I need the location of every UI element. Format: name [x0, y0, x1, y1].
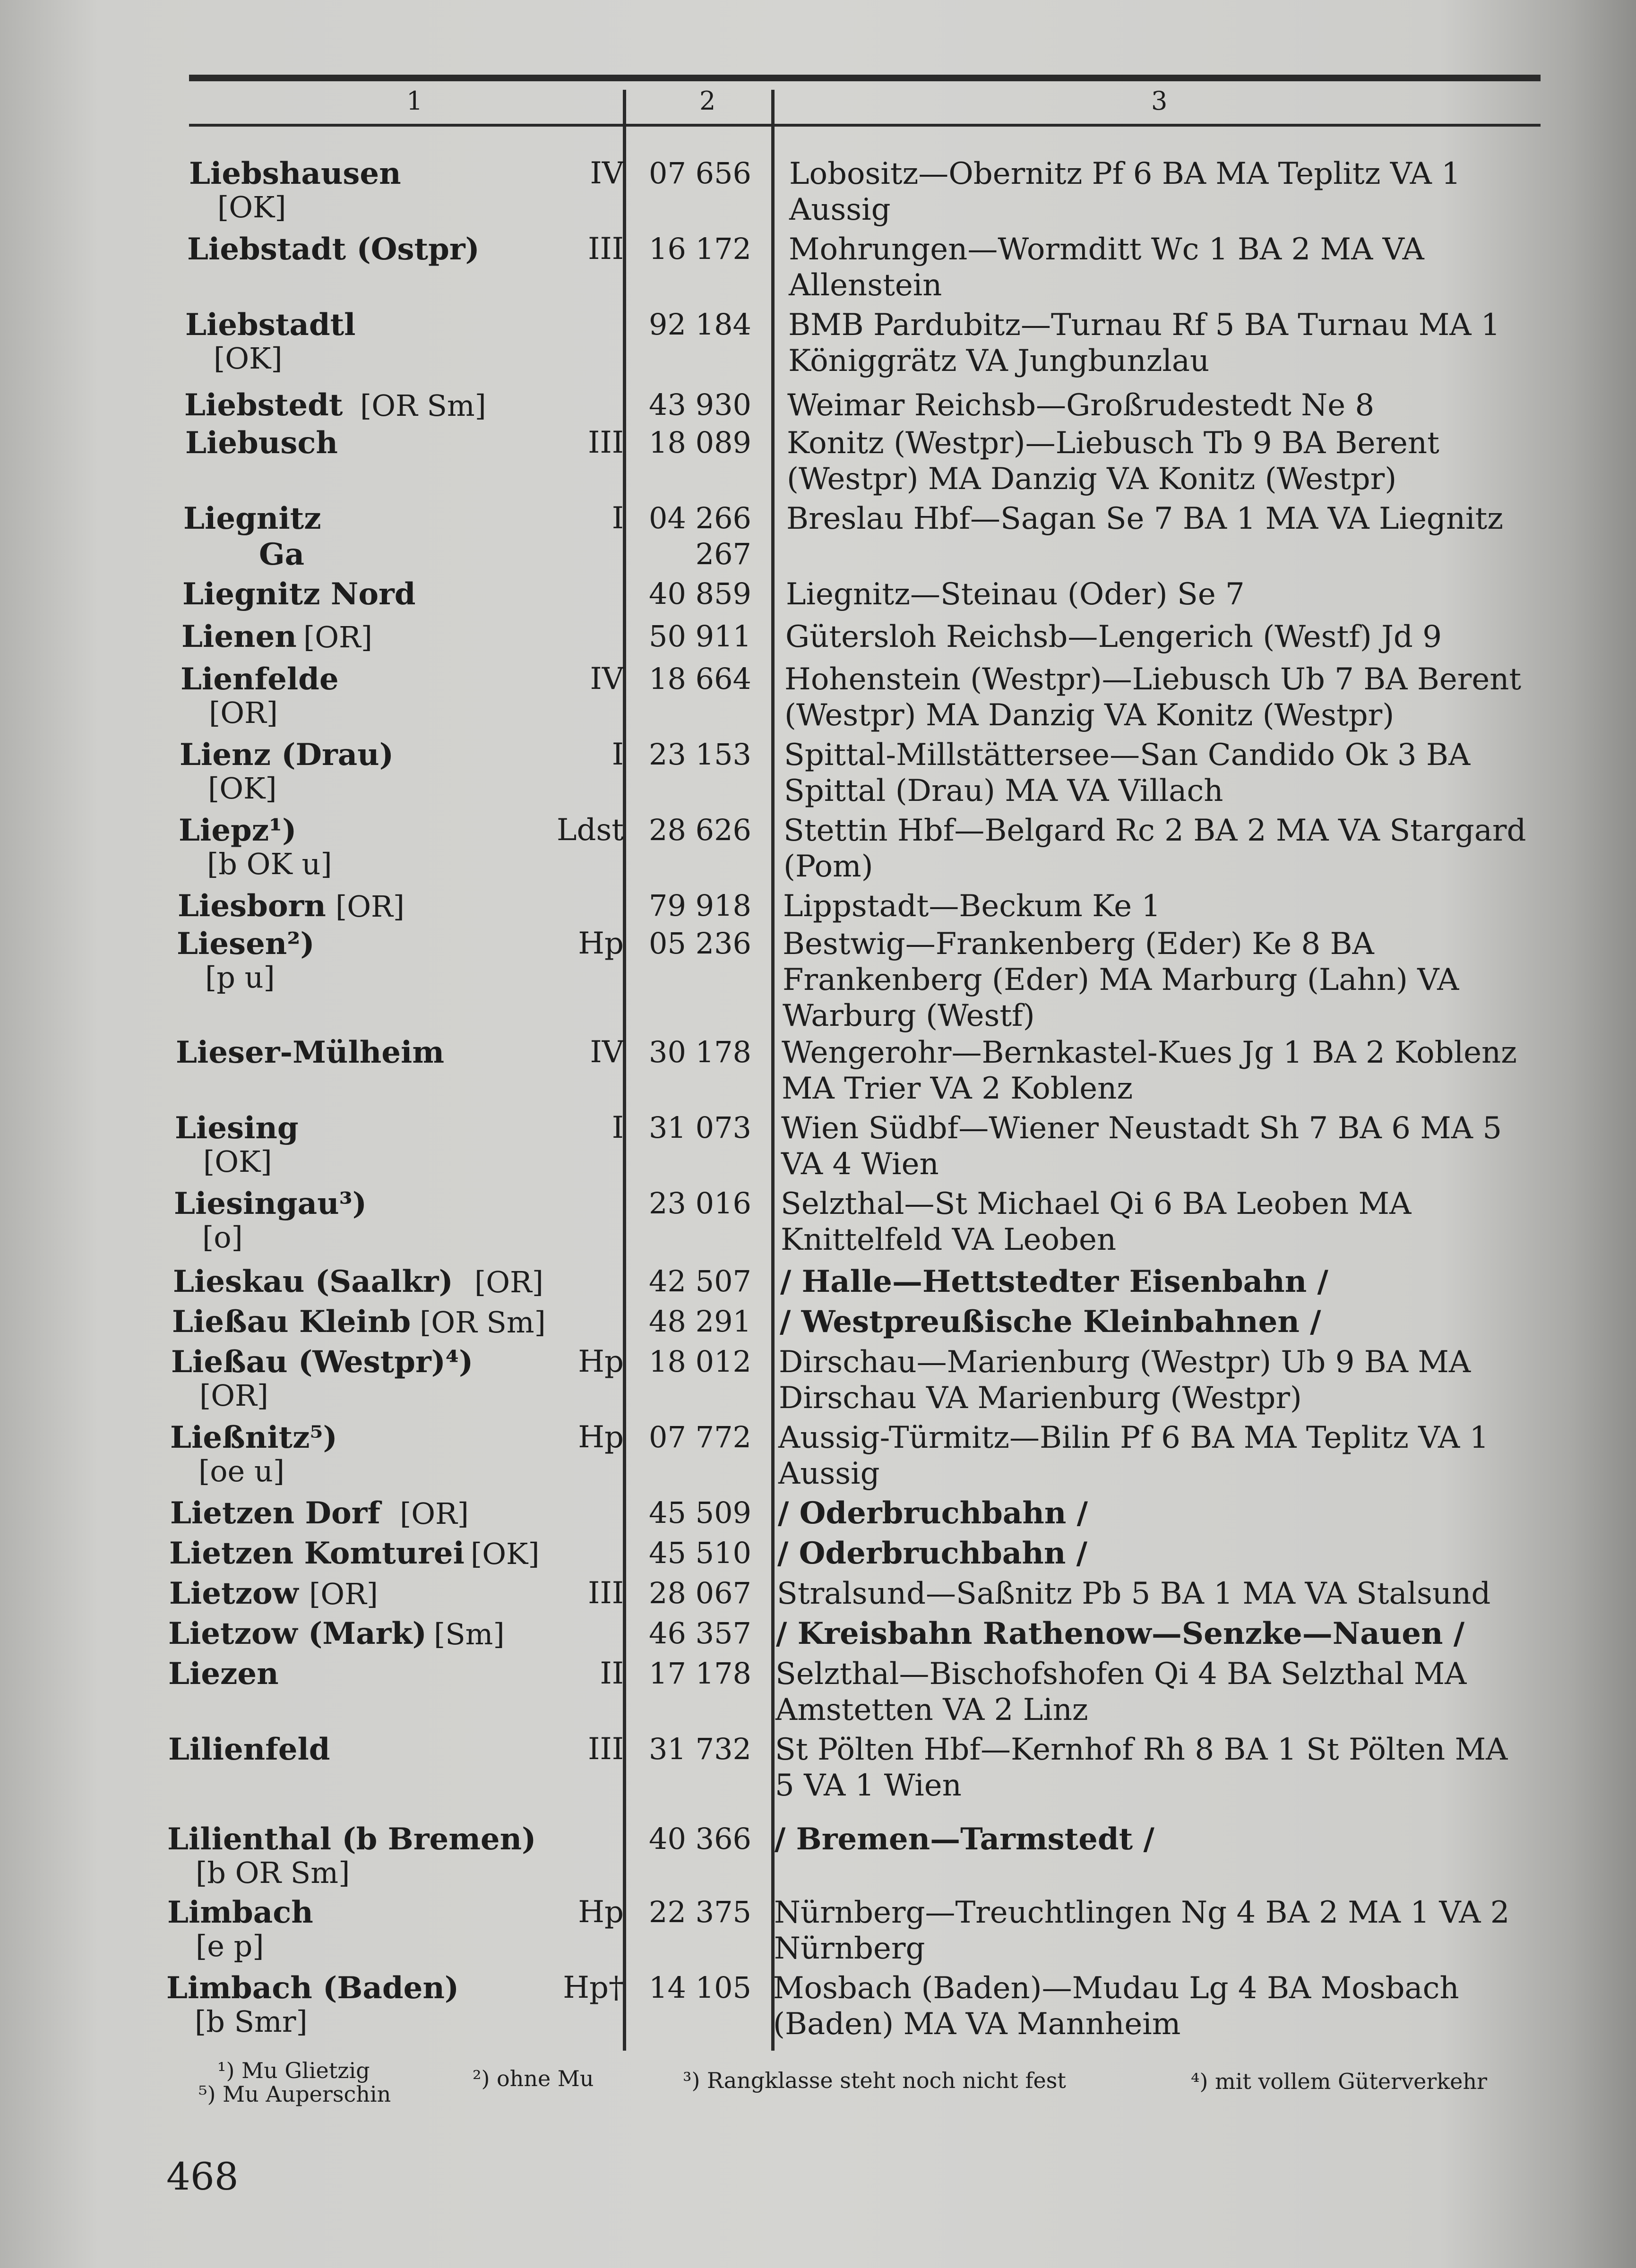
route-description: / Oderbruchbahn /	[777, 1536, 1088, 1571]
route-description: Weimar Reichsb—Großrudestedt Ne 8	[787, 388, 1375, 423]
station-name: Liebshausen	[189, 156, 401, 191]
route-description: Hohenstein (Westpr)—Liebusch Ub 7 BA Berent (Westpr) MA Danzig VA Konitz (Westpr)	[784, 662, 1522, 733]
route-description: St Pölten Hbf—Kernhof Rh 8 BA 1 St Pölten MA 5 VA 1 Wien	[775, 1732, 1508, 1803]
station-number: 30 178	[649, 1035, 751, 1069]
station-number: 45 510	[649, 1536, 751, 1570]
station-note: [b OK u]	[207, 847, 332, 881]
route-description: BMB Pardubitz—Turnau Rf 5 BA Turnau MA 1 Königgrätz VA Jungbunzlau	[788, 308, 1500, 378]
station-name: Ließnitz⁵)	[170, 1420, 337, 1455]
footnote-1: ¹) Mu Glietzig	[217, 2058, 370, 2083]
station-number: 43 930	[649, 387, 751, 422]
station-number: 22 375	[649, 1895, 751, 1929]
route-description: Wengerohr—Bernkastel-Kues Jg 1 BA 2 Koblenz MA Trier VA 2 Koblenz	[782, 1035, 1517, 1106]
station-note: [p u]	[205, 960, 275, 995]
station-number: 79 918	[649, 888, 751, 923]
station-name: Liesing	[175, 1110, 299, 1146]
route-description: Selzthal—Bischofshofen Qi 4 BA Selzthal MA Amstetten VA 2 Linz	[775, 1657, 1467, 1727]
station-name: Lietzen Dorf	[170, 1495, 380, 1531]
station-name: Lienfelde	[181, 662, 339, 697]
station-note: [OR Sm]	[420, 1305, 546, 1340]
rank-class: III	[588, 1732, 624, 1767]
rank-class: Ldst	[556, 813, 624, 848]
station-name: Liezen	[168, 1656, 279, 1692]
station-note: [oe u]	[198, 1454, 285, 1488]
station-note: [OK]	[214, 341, 283, 376]
column-divider-2	[771, 90, 775, 2051]
station-name: Ließau (Westpr)⁴)	[171, 1344, 474, 1380]
station-note: [OR]	[336, 889, 405, 924]
rank-class: I	[611, 737, 624, 772]
station-number: 45 509	[649, 1495, 751, 1530]
station-number: 04 266	[649, 501, 751, 535]
header-rule	[189, 124, 1541, 127]
station-note: [OK]	[208, 771, 277, 806]
rank-class: Hp	[578, 926, 624, 961]
station-number: 48 291	[649, 1304, 751, 1339]
route-description: / Oderbruchbahn /	[778, 1495, 1088, 1531]
rank-class: IV	[590, 156, 624, 191]
station-name: Liesborn	[178, 888, 326, 924]
rank-class: I	[611, 1110, 624, 1145]
page-number: 468	[166, 2155, 239, 2199]
station-number: 40 859	[649, 576, 751, 611]
station-note: [OR Sm]	[360, 388, 486, 423]
station-note: [e p]	[196, 1929, 264, 1963]
station-number: 28 067	[649, 1576, 751, 1610]
rank-class: Hp†	[563, 1970, 624, 2005]
station-number: 07 772	[649, 1420, 751, 1454]
station-name: Liebstadt (Ostpr)	[187, 232, 480, 267]
footnote-2: ²) ohne Mu	[473, 2066, 594, 2091]
rank-class: Hp	[578, 1344, 624, 1379]
footnote-3: ³) Rangklasse steht noch nicht fest	[683, 2068, 1066, 2093]
station-note: [b OR Sm]	[196, 1856, 350, 1890]
station-note: [OK]	[471, 1537, 540, 1571]
station-name: Liebstedt	[184, 387, 343, 423]
station-number: 18 089	[649, 425, 751, 460]
route-description: Mohrungen—Wormditt Wc 1 BA 2 MA VA Allenstein	[789, 232, 1424, 303]
station-name: Liesingau³)	[174, 1186, 367, 1221]
route-description: Spittal-Millstättersee—San Candido Ok 3 BA Spittal (Drau) MA VA Villach	[784, 738, 1471, 808]
station-number: 18 012	[649, 1344, 751, 1379]
rank-class: III	[588, 1576, 624, 1611]
station-name: Lienz (Drau)	[180, 737, 394, 773]
station-name: Lienen	[181, 619, 297, 654]
station-note: [OR]	[199, 1378, 268, 1413]
route-description: Lippstadt—Beckum Ke 1	[783, 889, 1161, 924]
rank-class: II	[600, 1656, 624, 1691]
station-number: 07 656	[649, 156, 751, 190]
route-description: Selzthal—St Michael Qi 6 BA Leoben MA Knittelfeld VA Leoben	[781, 1186, 1412, 1257]
rank-class: III	[588, 232, 624, 266]
station-number: 18 664	[649, 662, 751, 696]
route-description: / Westpreußische Kleinbahnen /	[780, 1304, 1321, 1340]
station-note: [OK]	[217, 190, 286, 224]
column-header-2: 2	[699, 86, 716, 116]
route-description: Wien Südbf—Wiener Neustadt Sh 7 BA 6 MA 5 VA 4 Wien	[781, 1111, 1502, 1182]
station-number: 05 236	[649, 926, 751, 961]
station-note: [OR]	[209, 696, 278, 730]
rank-class: IV	[590, 662, 624, 696]
station-number: 31 732	[649, 1732, 751, 1766]
station-number: 23 016	[649, 1186, 751, 1220]
station-number: 16 172	[649, 232, 751, 266]
route-description: Aussig-Türmitz—Bilin Pf 6 BA MA Teplitz VA 1 Aussig	[778, 1420, 1489, 1491]
route-description: Bestwig—Frankenberg (Eder) Ke 8 BA Frankenberg (Eder) MA Marburg (Lahn) VA Warburg (Westf)	[783, 927, 1459, 1033]
station-name: Lilienfeld	[168, 1732, 330, 1767]
route-description: / Halle—Hettstedter Eisenbahn /	[780, 1264, 1328, 1299]
station-name: Liegnitz Nord	[182, 576, 416, 612]
route-description: / Bremen—Tarmstedt /	[775, 1821, 1154, 1857]
station-number: 42 507	[649, 1264, 751, 1298]
station-name: Liegnitz	[183, 501, 321, 536]
station-number: 31 073	[649, 1110, 751, 1145]
station-number: 46 357	[649, 1616, 751, 1650]
station-name: Liebstadtl	[185, 307, 356, 343]
station-name: Lieser-Mülheim	[176, 1035, 445, 1070]
route-description: Nürnberg—Treuchtlingen Ng 4 BA 2 MA 1 VA 2 Nürnberg	[774, 1895, 1510, 1966]
station-name: Limbach (Baden)	[166, 1970, 459, 2006]
station-note: [OR]	[474, 1265, 543, 1299]
station-name: Lieskau (Saalkr)	[173, 1264, 453, 1299]
station-number: 50 911	[649, 619, 751, 653]
rank-class: IV	[590, 1035, 624, 1070]
station-name: Lietzow (Mark)	[168, 1616, 427, 1651]
route-description: Lobositz—Obernitz Pf 6 BA MA Teplitz VA 1 Aussig	[789, 156, 1461, 227]
station-note: [b Smr]	[195, 2004, 308, 2039]
footnote-5: ⁵) Mu Auperschin	[198, 2081, 391, 2107]
route-description: Dirschau—Marienburg (Westpr) Ub 9 BA MA Dirschau VA Marienburg (Westpr)	[779, 1345, 1471, 1416]
station-number: 28 626	[649, 813, 751, 847]
footnote-4: ⁴) mit vollem Güterverkehr	[1191, 2069, 1487, 2094]
station-note: [o]	[202, 1220, 243, 1254]
station-name: Lietzen Komturei	[169, 1536, 465, 1571]
rank-class: III	[588, 425, 624, 460]
top-rule	[189, 75, 1541, 81]
station-number: 14 105	[649, 1970, 751, 2005]
rank-class: Hp	[578, 1895, 624, 1930]
station-number: 92 184	[649, 307, 751, 342]
route-description: Stettin Hbf—Belgard Rc 2 BA 2 MA VA Stargard (Pom)	[784, 813, 1526, 884]
route-description: Breslau Hbf—Sagan Se 7 BA 1 MA VA Liegnitz	[786, 501, 1503, 536]
station-name: Limbach	[167, 1895, 313, 1930]
station-number-2: 267	[695, 537, 751, 571]
station-note: [Sm]	[434, 1617, 505, 1651]
route-description: Mosbach (Baden)—Mudau Lg 4 BA Mosbach (Baden) MA VA Mannheim	[773, 1971, 1459, 2042]
station-name: Ließau Kleinb	[172, 1304, 411, 1340]
station-note: [OR]	[400, 1496, 469, 1531]
station-sub: Ga	[259, 537, 305, 572]
station-name: Lietzow	[169, 1576, 299, 1611]
route-description: Liegnitz—Steinau (Oder) Se 7	[786, 577, 1245, 612]
route-description: Stralsund—Saßnitz Pb 5 BA 1 MA VA Stalsund	[777, 1576, 1491, 1611]
station-number: 23 153	[649, 737, 751, 772]
station-note: [OR]	[309, 1577, 378, 1611]
station-name: Liebusch	[185, 425, 338, 461]
rank-class: I	[611, 501, 624, 536]
route-description: / Kreisbahn Rathenow—Senzke—Nauen /	[776, 1616, 1465, 1651]
station-name: Liesen²)	[177, 926, 315, 962]
column-header-1: 1	[406, 86, 423, 116]
rank-class: Hp	[578, 1420, 624, 1455]
station-note: [OR]	[303, 620, 372, 654]
station-number: 17 178	[649, 1656, 751, 1691]
station-note: [OK]	[203, 1144, 272, 1179]
station-name: Lilienthal (b Bremen)	[167, 1821, 536, 1857]
station-name: Liepz¹)	[179, 813, 297, 848]
station-number: 40 366	[649, 1821, 751, 1856]
route-description: Gütersloh Reichsb—Lengerich (Westf) Jd 9	[785, 619, 1442, 654]
column-header-3: 3	[1151, 86, 1168, 116]
route-description: Konitz (Westpr)—Liebusch Tb 9 BA Berent (Westpr) MA Danzig VA Konitz (Westpr)	[787, 426, 1439, 497]
